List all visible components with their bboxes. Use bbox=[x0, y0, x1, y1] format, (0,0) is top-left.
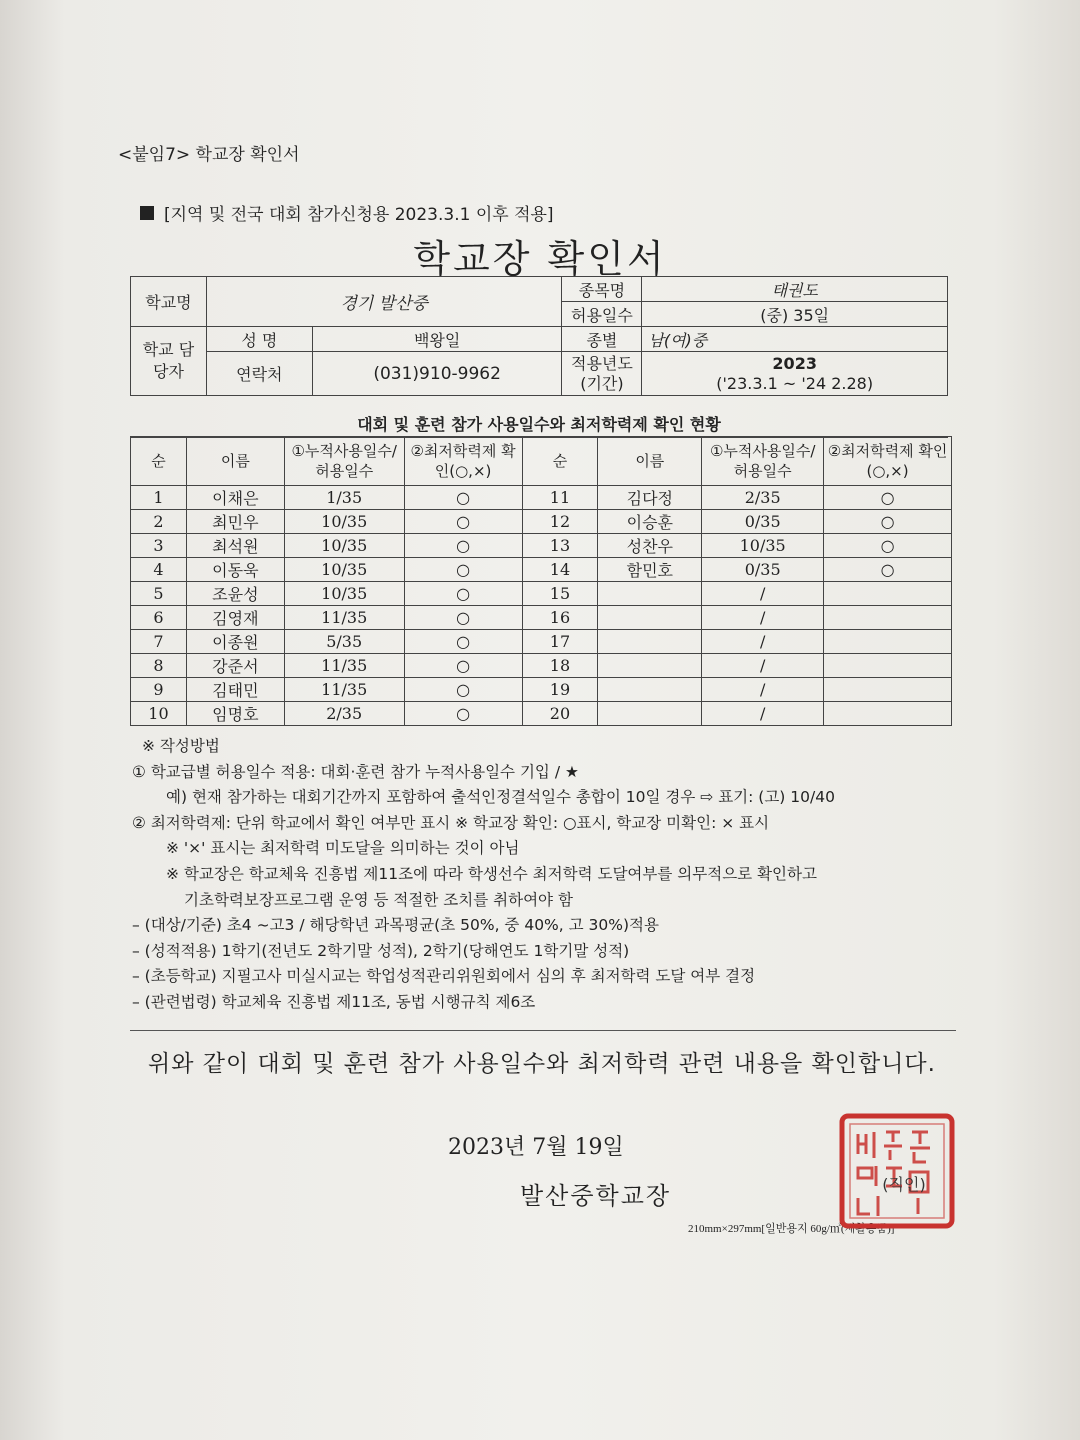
table-row bbox=[131, 534, 952, 558]
athletes-table bbox=[130, 436, 952, 726]
row-check: ○ bbox=[404, 558, 522, 582]
row-days-2: 0/35 bbox=[702, 510, 824, 534]
table-row bbox=[131, 702, 952, 726]
col-days-2: ①누적사용일수/ 허용일수 bbox=[702, 437, 824, 486]
row-check: ○ bbox=[404, 534, 522, 558]
gender-value: 남(여)중 bbox=[642, 327, 948, 352]
row-days: 5/35 bbox=[284, 630, 404, 654]
row-name-2: 성찬우 bbox=[598, 534, 702, 558]
col-name-2: 이름 bbox=[598, 437, 702, 486]
col-days: ①누적사용일수/ 허용일수 bbox=[284, 437, 404, 486]
sport-value: 태권도 bbox=[642, 277, 948, 302]
contact-value: (031)910-9962 bbox=[312, 352, 562, 396]
row-name: 최석원 bbox=[186, 534, 284, 558]
subtitle bbox=[140, 200, 554, 225]
col-name: 이름 bbox=[186, 437, 284, 486]
allowed-days-value: (중) 35일 bbox=[642, 302, 948, 327]
year-label: 적용년도 (기간) bbox=[562, 352, 642, 396]
table-row bbox=[131, 654, 952, 678]
row-no-2: 13 bbox=[522, 534, 598, 558]
school-value: 경기 발산중 bbox=[206, 277, 562, 327]
row-no-2: 19 bbox=[522, 678, 598, 702]
col-no-2: 순 bbox=[522, 437, 598, 486]
row-days-2: / bbox=[702, 606, 824, 630]
row-no: 6 bbox=[131, 606, 187, 630]
row-check: ○ bbox=[404, 654, 522, 678]
row-days: 10/35 bbox=[284, 534, 404, 558]
school-label: 학교명 bbox=[131, 277, 207, 327]
row-no: 2 bbox=[131, 510, 187, 534]
row-check-2 bbox=[824, 702, 952, 726]
row-no: 4 bbox=[131, 558, 187, 582]
note-2-a: ※ '×' 표시는 최저학력 미도달을 의미하는 것이 아님 bbox=[166, 839, 520, 858]
grid-title: 대회 및 훈련 참가 사용일수와 최저학력제 확인 현황 bbox=[130, 412, 948, 438]
row-no: 10 bbox=[131, 702, 187, 726]
row-no: 3 bbox=[131, 534, 187, 558]
table-row bbox=[131, 486, 952, 510]
row-check-2: ○ bbox=[824, 558, 952, 582]
row-no-2: 17 bbox=[522, 630, 598, 654]
table-row bbox=[131, 582, 952, 606]
row-no-2: 15 bbox=[522, 582, 598, 606]
subtitle-text: [지역 및 전국 대회 참가신청용 2023.3.1 이후 적용] bbox=[164, 205, 554, 225]
row-name-2: 함민호 bbox=[598, 558, 702, 582]
row-days-2: 2/35 bbox=[702, 486, 824, 510]
row-days-2: / bbox=[702, 702, 824, 726]
row-check-2: ○ bbox=[824, 534, 952, 558]
row-days: 11/35 bbox=[284, 654, 404, 678]
row-name-2: 김다정 bbox=[598, 486, 702, 510]
row-no-2: 20 bbox=[522, 702, 598, 726]
row-name: 이채은 bbox=[186, 486, 284, 510]
row-no: 8 bbox=[131, 654, 187, 678]
seal-mark: (직인) bbox=[882, 1175, 926, 1194]
contact-label: 연락처 bbox=[206, 352, 312, 396]
row-check-2 bbox=[824, 678, 952, 702]
row-name: 조윤성 bbox=[186, 582, 284, 606]
year-value: 2023 bbox=[772, 353, 817, 373]
row-name-2 bbox=[598, 678, 702, 702]
row-check-2 bbox=[824, 654, 952, 678]
row-days-2: 10/35 bbox=[702, 534, 824, 558]
date: 2023년 7월 19일 bbox=[448, 1135, 624, 1160]
row-check: ○ bbox=[404, 630, 522, 654]
principal-title: 발산중학교장 bbox=[520, 1182, 672, 1210]
detail-4: – (관련법령) 학교체육 진흥법 제11조, 동법 시행규칙 제6조 bbox=[132, 992, 536, 1011]
attachment-label: <붙임7> 학교장 확인서 bbox=[118, 145, 300, 165]
row-days: 1/35 bbox=[284, 486, 404, 510]
row-check: ○ bbox=[404, 582, 522, 606]
row-days-2: / bbox=[702, 678, 824, 702]
row-name: 임명호 bbox=[186, 702, 284, 726]
note-1-example: 예) 현재 참가하는 대회기간까지 포함하여 출석인정결석일수 총합이 10일 경우 ⇨ 표기: (고) 10/40 bbox=[166, 788, 835, 807]
row-no: 5 bbox=[131, 582, 187, 606]
row-no-2: 12 bbox=[522, 510, 598, 534]
confirm-text: 위와 같이 대회 및 훈련 참가 사용일수와 최저학력 관련 내용을 확인합니다. bbox=[148, 1051, 936, 1077]
table-row bbox=[131, 606, 952, 630]
detail-2: – (성적적용) 1학기(전년도 2학기말 성적), 2학기(당해연도 1학기말 성적) bbox=[132, 941, 630, 960]
row-no-2: 16 bbox=[522, 606, 598, 630]
year-cell bbox=[642, 352, 948, 396]
notes bbox=[132, 734, 962, 1016]
row-no-2: 18 bbox=[522, 654, 598, 678]
row-name-2 bbox=[598, 702, 702, 726]
table-row bbox=[131, 678, 952, 702]
note-2: ② 최저학력제: 단위 학교에서 확인 여부만 표시 ※ 학교장 확인: ○표시, 학교장 미확인: × 표시 bbox=[132, 813, 770, 832]
row-days: 10/35 bbox=[284, 510, 404, 534]
row-check-2 bbox=[824, 630, 952, 654]
page-title: 학교장 확인서 bbox=[413, 237, 667, 281]
table-header-row bbox=[131, 437, 952, 486]
row-no: 1 bbox=[131, 486, 187, 510]
row-name: 이종원 bbox=[186, 630, 284, 654]
row-no-2: 11 bbox=[522, 486, 598, 510]
detail-3: – (초등학교) 지필고사 미실시교는 학업성적관리위원회에서 심의 후 최저학력 도달 여부 결정 bbox=[132, 967, 756, 986]
row-name-2: 이승훈 bbox=[598, 510, 702, 534]
period-value: ('23.3.1 ~ '24 2.28) bbox=[716, 373, 874, 393]
row-check-2 bbox=[824, 582, 952, 606]
row-check: ○ bbox=[404, 606, 522, 630]
row-name: 이동욱 bbox=[186, 558, 284, 582]
row-name-2 bbox=[598, 630, 702, 654]
paper-info: 210mm×297mm[일반용지 60g/㎡(재활용품)] bbox=[688, 1223, 895, 1235]
row-no-2: 14 bbox=[522, 558, 598, 582]
official-seal-icon bbox=[838, 1112, 956, 1230]
row-name-2 bbox=[598, 654, 702, 678]
table-row bbox=[131, 558, 952, 582]
row-check: ○ bbox=[404, 510, 522, 534]
info-table bbox=[130, 276, 948, 396]
row-check-2: ○ bbox=[824, 510, 952, 534]
gender-label: 종별 bbox=[562, 327, 642, 352]
row-days-2: / bbox=[702, 654, 824, 678]
row-name-2 bbox=[598, 606, 702, 630]
sport-label: 종목명 bbox=[562, 277, 642, 302]
square-bullet-icon bbox=[140, 206, 154, 220]
divider bbox=[130, 1030, 956, 1031]
row-days-2: / bbox=[702, 630, 824, 654]
note-2-b: ※ 학교장은 학교체육 진흥법 제11조에 따라 학생선수 최저학력 도달여부를 의무적으로 확인하고 bbox=[166, 864, 817, 883]
table-row bbox=[131, 510, 952, 534]
table-body bbox=[131, 486, 952, 726]
row-check-2: ○ bbox=[824, 486, 952, 510]
col-check-2: ②최저학력제 확인(○,×) bbox=[824, 437, 952, 486]
row-days: 10/35 bbox=[284, 582, 404, 606]
note-1: ① 학교급별 허용일수 적용: 대회·훈련 참가 누적사용일수 기입 / ★ bbox=[132, 762, 579, 781]
row-check: ○ bbox=[404, 678, 522, 702]
row-days: 11/35 bbox=[284, 678, 404, 702]
notes-heading: ※ 작성방법 bbox=[142, 737, 220, 755]
row-days: 11/35 bbox=[284, 606, 404, 630]
row-days: 2/35 bbox=[284, 702, 404, 726]
manager-label: 학교 담당자 bbox=[131, 327, 207, 396]
col-check: ②최저학력제 확인(○,×) bbox=[404, 437, 522, 486]
row-check: ○ bbox=[404, 702, 522, 726]
row-name: 김태민 bbox=[186, 678, 284, 702]
row-name: 최민우 bbox=[186, 510, 284, 534]
name-label: 성 명 bbox=[206, 327, 312, 352]
row-no: 9 bbox=[131, 678, 187, 702]
row-days-2: 0/35 bbox=[702, 558, 824, 582]
detail-1: – (대상/기준) 초4 ~고3 / 해당학년 과목평균(초 50%, 중 40%, 고 30%)적용 bbox=[132, 916, 659, 935]
row-no: 7 bbox=[131, 630, 187, 654]
row-name: 김영재 bbox=[186, 606, 284, 630]
table-row bbox=[131, 630, 952, 654]
row-name: 강준서 bbox=[186, 654, 284, 678]
row-name-2 bbox=[598, 582, 702, 606]
row-check: ○ bbox=[404, 486, 522, 510]
allowed-days-label: 허용일수 bbox=[562, 302, 642, 327]
row-days-2: / bbox=[702, 582, 824, 606]
name-value: 백왕일 bbox=[312, 327, 562, 352]
col-no: 순 bbox=[131, 437, 187, 486]
row-days: 10/35 bbox=[284, 558, 404, 582]
note-2-b2: 기초학력보장프로그램 운영 등 적절한 조치를 취하여야 함 bbox=[184, 890, 573, 909]
row-check-2 bbox=[824, 606, 952, 630]
